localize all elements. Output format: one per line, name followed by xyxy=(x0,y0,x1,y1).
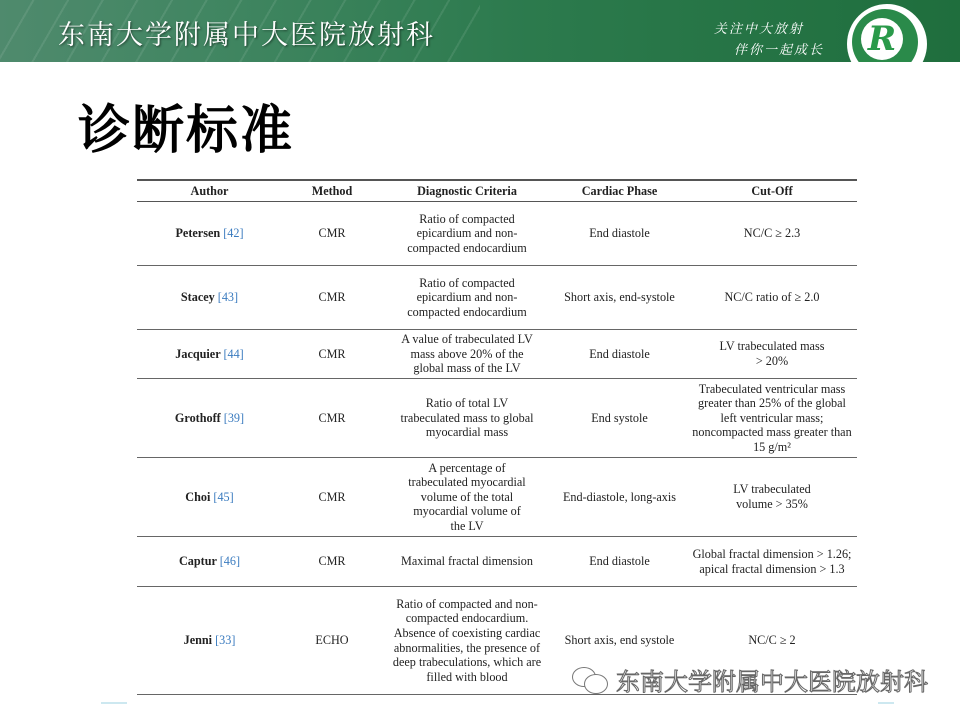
phase-cell: End systole xyxy=(552,379,687,458)
reference-link[interactable]: [42] xyxy=(223,226,244,241)
author-name: Captur xyxy=(178,554,217,569)
phase-cell: End diastole xyxy=(552,330,687,379)
criteria-cell: Maximal fractal dimension xyxy=(382,537,552,587)
reference-link[interactable]: [45] xyxy=(213,489,234,504)
diagnostic-criteria-table xyxy=(137,179,857,695)
column-header-cutoff: Cut-Off xyxy=(687,180,857,202)
table-row xyxy=(137,537,857,587)
method-cell: CMR xyxy=(282,537,382,587)
table-row xyxy=(137,202,857,266)
author-name: Stacey xyxy=(180,290,215,305)
author-name: Petersen xyxy=(175,226,221,241)
author-cell xyxy=(137,330,282,379)
method-cell: ECHO xyxy=(282,587,382,695)
slogan-line-2: 伴你一起成长 xyxy=(734,43,825,58)
slogan-line-1: 关注中大放射 xyxy=(714,22,805,37)
table-row xyxy=(137,330,857,379)
phase-cell: Short axis, end systole xyxy=(552,587,687,695)
author-cell xyxy=(137,458,282,537)
phase-cell: End diastole xyxy=(552,202,687,266)
table-row xyxy=(137,379,857,458)
author-cell xyxy=(137,587,282,695)
logo-letter: R xyxy=(861,18,903,60)
method-cell: CMR xyxy=(282,458,382,537)
criteria-cell: Ratio of compacted epicardium and non-compacted endocardium xyxy=(382,266,552,330)
author-cell xyxy=(137,379,282,458)
criteria-cell: Ratio of compacted and non-compacted endocardium. Absence of coexisting cardiac abnormalities, the presence of deep trabeculations, which are filled with blood xyxy=(382,587,552,695)
table-row xyxy=(137,266,857,330)
column-header-method: Method xyxy=(282,180,382,202)
cutoff-cell: LV trabeculated volume > 35% xyxy=(687,458,857,537)
criteria-cell: Ratio of total LV trabeculated mass to global myocardial mass xyxy=(382,379,552,458)
author-name: Choi xyxy=(185,489,211,504)
cutoff-cell: Trabeculated ventricular mass greater than 25% of the global left ventricular mass; noncompacted mass greater than 15 g/m² xyxy=(687,379,857,458)
column-header-author: Author xyxy=(137,180,282,202)
author-cell xyxy=(137,266,282,330)
page-title: 诊断标准 xyxy=(78,101,295,161)
column-header-criteria: Diagnostic Criteria xyxy=(382,180,552,202)
table-row xyxy=(137,458,857,537)
cutoff-cell: NC/C ≥ 2 xyxy=(687,587,857,695)
reference-link[interactable]: [44] xyxy=(223,346,244,361)
author-cell xyxy=(137,537,282,587)
author-name: Grothoff xyxy=(174,410,221,425)
method-cell: CMR xyxy=(282,330,382,379)
criteria-cell: Ratio of compacted epicardium and non-compacted endocardium xyxy=(382,202,552,266)
cutoff-cell: NC/C ≥ 2.3 xyxy=(687,202,857,266)
column-header-phase: Cardiac Phase xyxy=(552,180,687,202)
banner-title: 东南大学附属中大医院放射科 xyxy=(58,20,435,51)
author-name: Jenni xyxy=(183,633,213,648)
watermark xyxy=(572,662,928,697)
reference-link[interactable]: [43] xyxy=(217,290,239,305)
criteria-cell: A value of trabeculated LV mass above 20% of the global mass of the LV xyxy=(382,330,552,379)
author-cell xyxy=(137,202,282,266)
phase-cell: End-diastole, long-axis xyxy=(552,458,687,537)
method-cell: CMR xyxy=(282,202,382,266)
cutoff-cell: Global fractal dimension > 1.26; apical fractal dimension > 1.3 xyxy=(687,537,857,587)
decorative-line xyxy=(878,702,894,704)
reference-link[interactable]: [46] xyxy=(219,554,241,569)
author-name: Jacquier xyxy=(175,346,221,361)
decorative-line xyxy=(101,702,127,704)
table-header-row xyxy=(137,180,857,202)
reference-link[interactable]: [39] xyxy=(223,410,245,425)
phase-cell: End diastole xyxy=(552,537,687,587)
reference-link[interactable]: [33] xyxy=(215,633,236,648)
method-cell: CMR xyxy=(282,379,382,458)
wechat-icon xyxy=(572,667,608,693)
watermark-text: 东南大学附属中大医院放射科 xyxy=(616,668,928,696)
criteria-cell: A percentage of trabeculated myocardial volume of the total myocardial volume of the LV xyxy=(382,458,552,537)
cutoff-cell: LV trabeculated mass > 20% xyxy=(687,330,857,379)
header-banner xyxy=(0,0,960,62)
cutoff-cell: NC/C ratio of ≥ 2.0 xyxy=(687,266,857,330)
department-logo xyxy=(849,6,925,62)
phase-cell: Short axis, end-systole xyxy=(552,266,687,330)
method-cell: CMR xyxy=(282,266,382,330)
